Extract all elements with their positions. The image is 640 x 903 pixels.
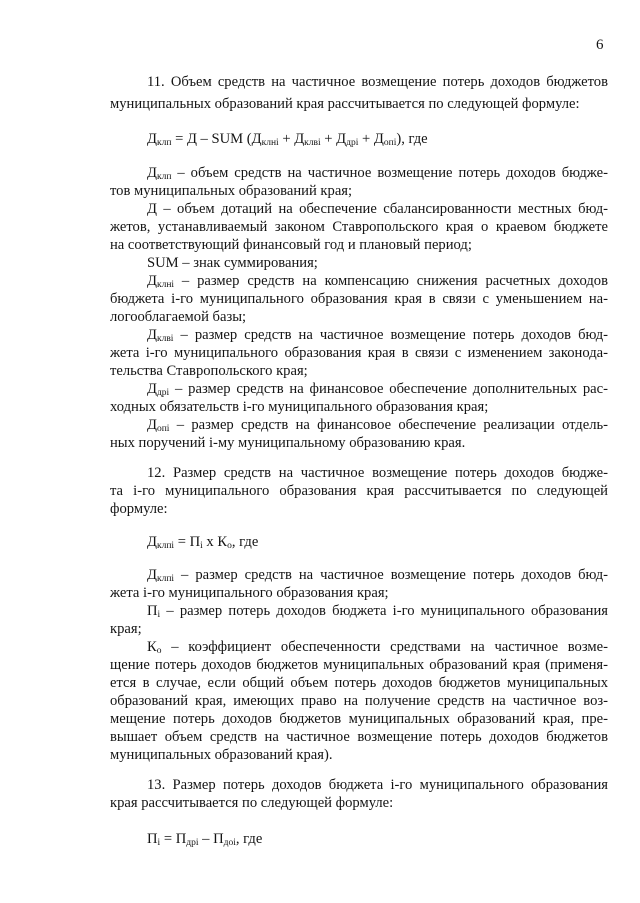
p11-def-dopi-line-1: $Д_{опi}$ – размер средств на финансовое обеспечение реализации отдель- [147,417,608,434]
p11-def-dklvi-line-2: жета i-го муниципального образования края в связи с изменением законода- [110,345,608,361]
p12-formula: $Д_{клпi} = П_i$ х $К_о$, где [147,534,259,551]
p11-def-sum: SUM – знак суммирования; [147,255,318,271]
p11-line-1: 11. Объем средств на частичное возмещение потерь доходов бюджетов [147,74,608,90]
p12-def-ko-line-2: щение потерь доходов бюджетов муниципальных образований края (применя- [110,657,608,673]
p12-def-dklpi-line-1: $Д_{клпi}$ – размер средств на частичное возмещение потерь доходов бюд- [147,567,608,584]
p11-def-d-line-3: на соответствующий финансовый год и плановый период; [110,237,472,253]
page-number: 6 [596,37,604,53]
p11-def-dklvi-line-1: $Д_{клвi}$ – размер средств на частичное возмещение потерь доходов бюд- [147,327,608,344]
p11-def-dklp-line-1: $Д_{клп}$ – объем средств на частичное возмещение потерь доходов бюдже- [147,165,608,182]
p11-def-ddri-line-1: $Д_{дрi}$ – размер средств на финансовое обеспечение дополнительных рас- [147,381,608,398]
p11-formula: $Д_{клп} = Д$ – SUM $(Д_{клнi} + Д_{клвi} + Д_{дрi} + Д_{опi})$, где [147,131,428,148]
p11-def-dklni-line-3: логооблагаемой базы; [110,309,247,325]
p12-def-pi-line-1: $П_i$ – размер потерь доходов бюджета i-го муниципального образования [147,603,608,620]
p11-def-dopi-line-2: ных поручений i-му муниципальному образованию края. [110,435,466,451]
p12-line-3: формуле: [110,501,168,517]
p12-line-1: 12. Размер средств на частичное возмещение потерь доходов бюдже- [147,465,608,481]
p11-def-d-line-2: жетов, устанавливаемый законом Ставропольского края о краевом бюджете [110,219,608,235]
p12-def-ko-line-5: мещение потерь доходов бюджетов муниципальных образований края, пре- [110,711,608,727]
p11-line-2: муниципальных образований края рассчитывается по следующей формуле: [110,96,580,112]
p12-def-ko-line-3: ется в случае, если общий объем потерь доходов бюджетов муниципальных [110,675,608,691]
p11-def-dklni-line-1: $Д_{клнi}$ – размер средств на компенсацию снижения расчетных доходов [147,273,608,290]
p13-formula: $П_i = П_{дрi} - П_{доi}$, где [147,831,263,848]
p12-line-2: та i-го муниципального образования края рассчитывается по следующей [110,483,608,499]
p12-def-pi-line-2: края; [110,621,142,637]
p11-def-d-line-1: Д – объем дотаций на обеспечение сбалансированности местных бюд- [147,201,608,217]
p13-line-2: края рассчитывается по следующей формуле: [110,795,394,811]
p11-def-dklp-line-2: тов муниципальных образований края; [110,183,353,199]
p12-def-ko-line-1: $К_о$ – коэффициент обеспеченности средствами на частичное возме- [147,639,608,656]
p11-def-dklvi-line-3: тельства Ставропольского края; [110,363,308,379]
p12-def-ko-line-4: образований края, имеющих право на получение средств на частичное воз- [110,693,608,709]
p12-def-dklpi-line-2: жета i-го муниципального образования края; [110,585,389,601]
p11-def-ddri-line-2: ходных обязательств i-го муниципального образования края; [110,399,489,415]
p11-def-dklni-line-2: бюджета i-го муниципального образования края в связи с уменьшением на- [110,291,608,307]
p13-line-1: 13. Размер потерь доходов бюджета i-го муниципального образования [147,777,608,793]
p12-def-ko-line-6: вышает объем средств на частичное возмещение потерь доходов бюджетов [110,729,608,745]
p12-def-ko-line-7: муниципальных образований края). [110,747,333,763]
